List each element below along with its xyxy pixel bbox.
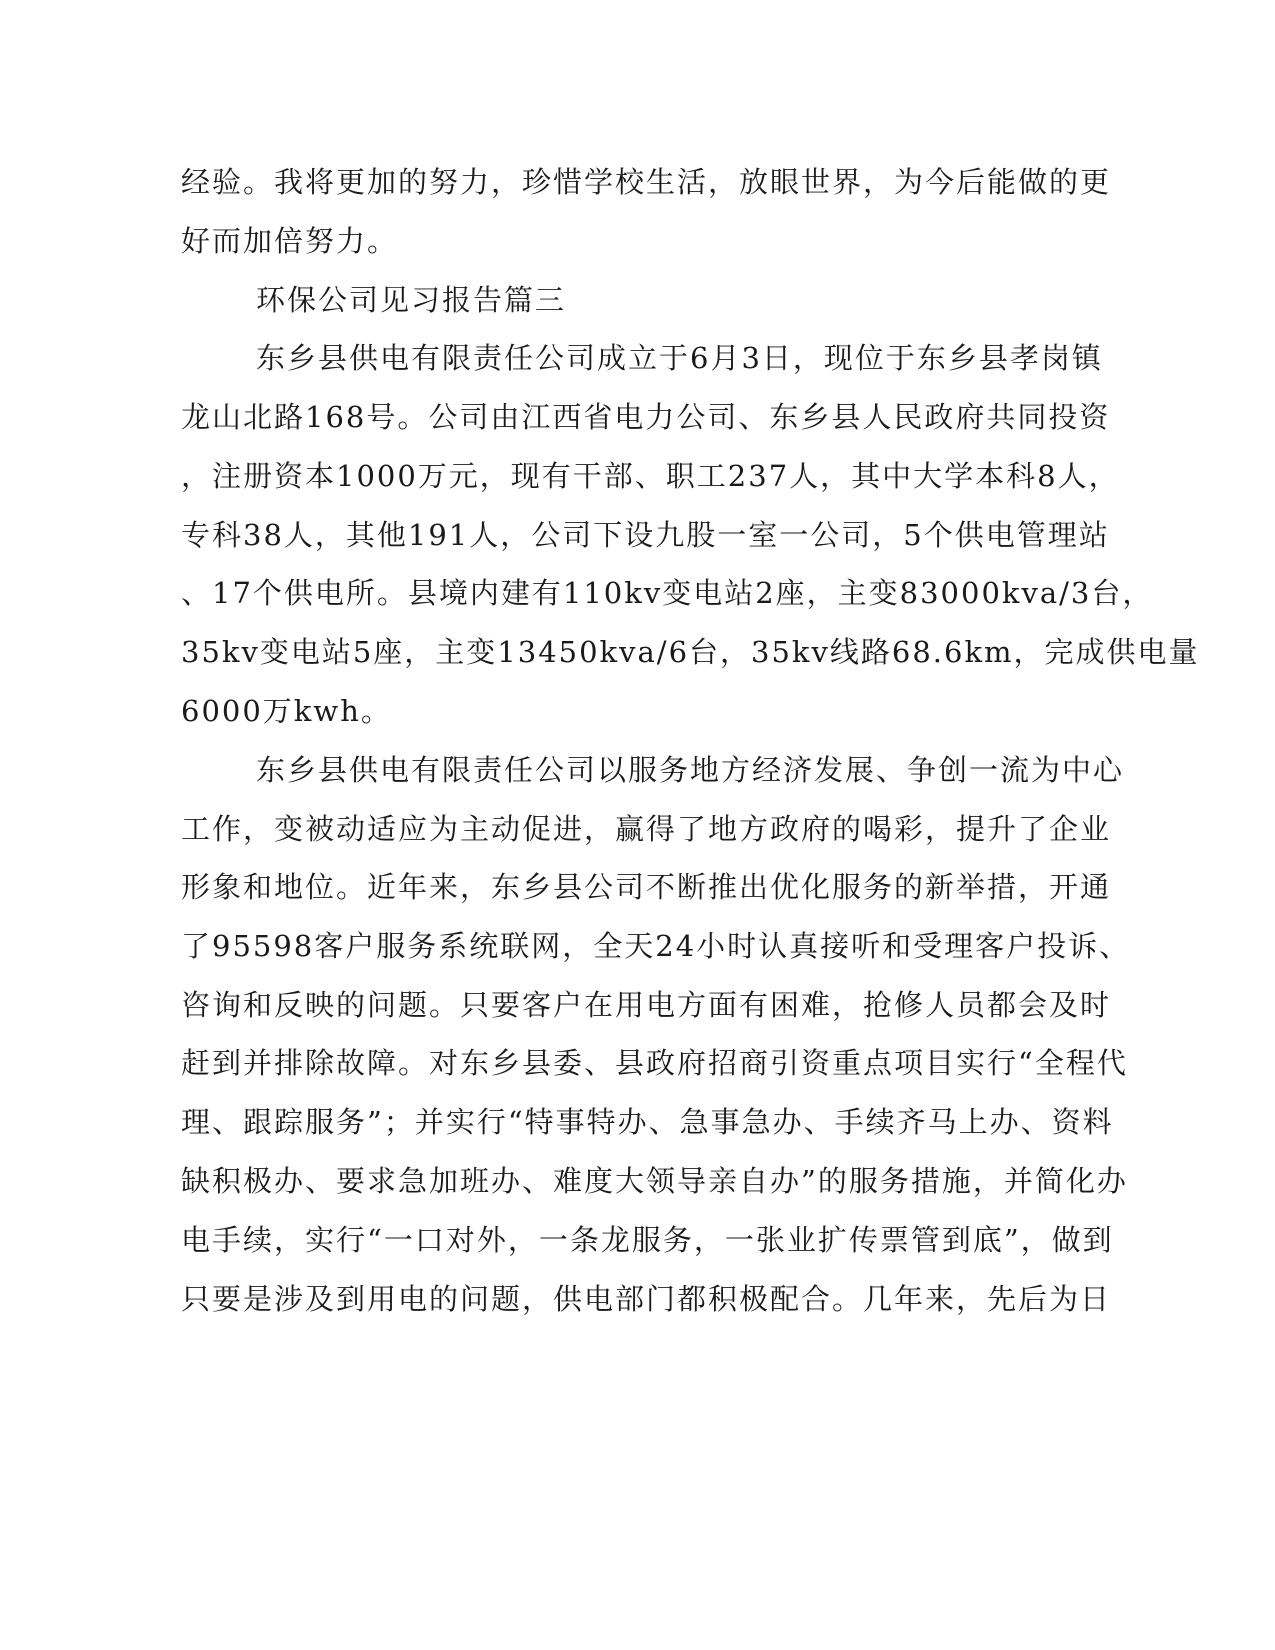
paragraph-line: 赶到并排除故障。对东乡县委、县政府招商引资重点项目实行“全程代 (181, 1046, 1128, 1080)
paragraph-line: 经验。我将更加的努力，珍惜学校生活，放眼世界，为今后能做的更 (181, 165, 1112, 199)
paragraph-line: 形象和地位。近年来，东乡县公司不断推出优化服务的新举措，开通 (181, 870, 1112, 904)
paragraph-line: 了95598客户服务系统联网，全天24小时认真接听和受理客户投诉、 (181, 929, 1131, 963)
paragraph-line: 理、跟踪服务”；并实行“特事特办、急事急办、手续齐马上办、资料 (181, 1105, 1114, 1139)
paragraph-line: 东乡县供电有限责任公司成立于6月3日，现位于东乡县孝岗镇 (256, 341, 1103, 375)
paragraph-line: 工作，变被动适应为主动促进，赢得了地方政府的喝彩，提升了企业 (181, 812, 1112, 846)
paragraph-line: 好而加倍努力。 (181, 224, 399, 258)
paragraph-line: 龙山北路168号。公司由江西省电力公司、东乡县人民政府共同投资 (181, 400, 1111, 434)
paragraph-line: ，注册资本1000万元，现有干部、职工237人，其中大学本科8人， (181, 459, 1120, 493)
paragraph-line: 电手续，实行“一口对外，一条龙服务，一张业扩传票管到底”，做到 (181, 1223, 1114, 1257)
paragraph-line: 缺积极办、要求急加班办、难度大领导亲自办”的服务措施，并简化办 (181, 1164, 1128, 1198)
paragraph-line: 专科38人，其他191人，公司下设九股一室一公司，5个供电管理站 (181, 518, 1110, 552)
paragraph-line: 东乡县供电有限责任公司以服务地方经济发展、争创一流为中心 (256, 753, 1125, 787)
paragraph-line: 35kv变电站5座，主变13450kva/6台，35kv线路68.6km，完成供电量 (181, 635, 1200, 669)
paragraph-line: 只要是涉及到用电的问题，供电部门都积极配合。几年来，先后为日 (181, 1282, 1112, 1316)
paragraph-line: 、17个供电所。县境内建有110kv变电站2座，主变83000kva/3台， (181, 576, 1154, 610)
paragraph-line: 咨询和反映的问题。只要客户在用电方面有困难，抢修人员都会及时 (181, 988, 1112, 1022)
section-heading: 环保公司见习报告篇三 (256, 283, 567, 317)
paragraph-line: 6000万kwh。 (181, 694, 392, 728)
